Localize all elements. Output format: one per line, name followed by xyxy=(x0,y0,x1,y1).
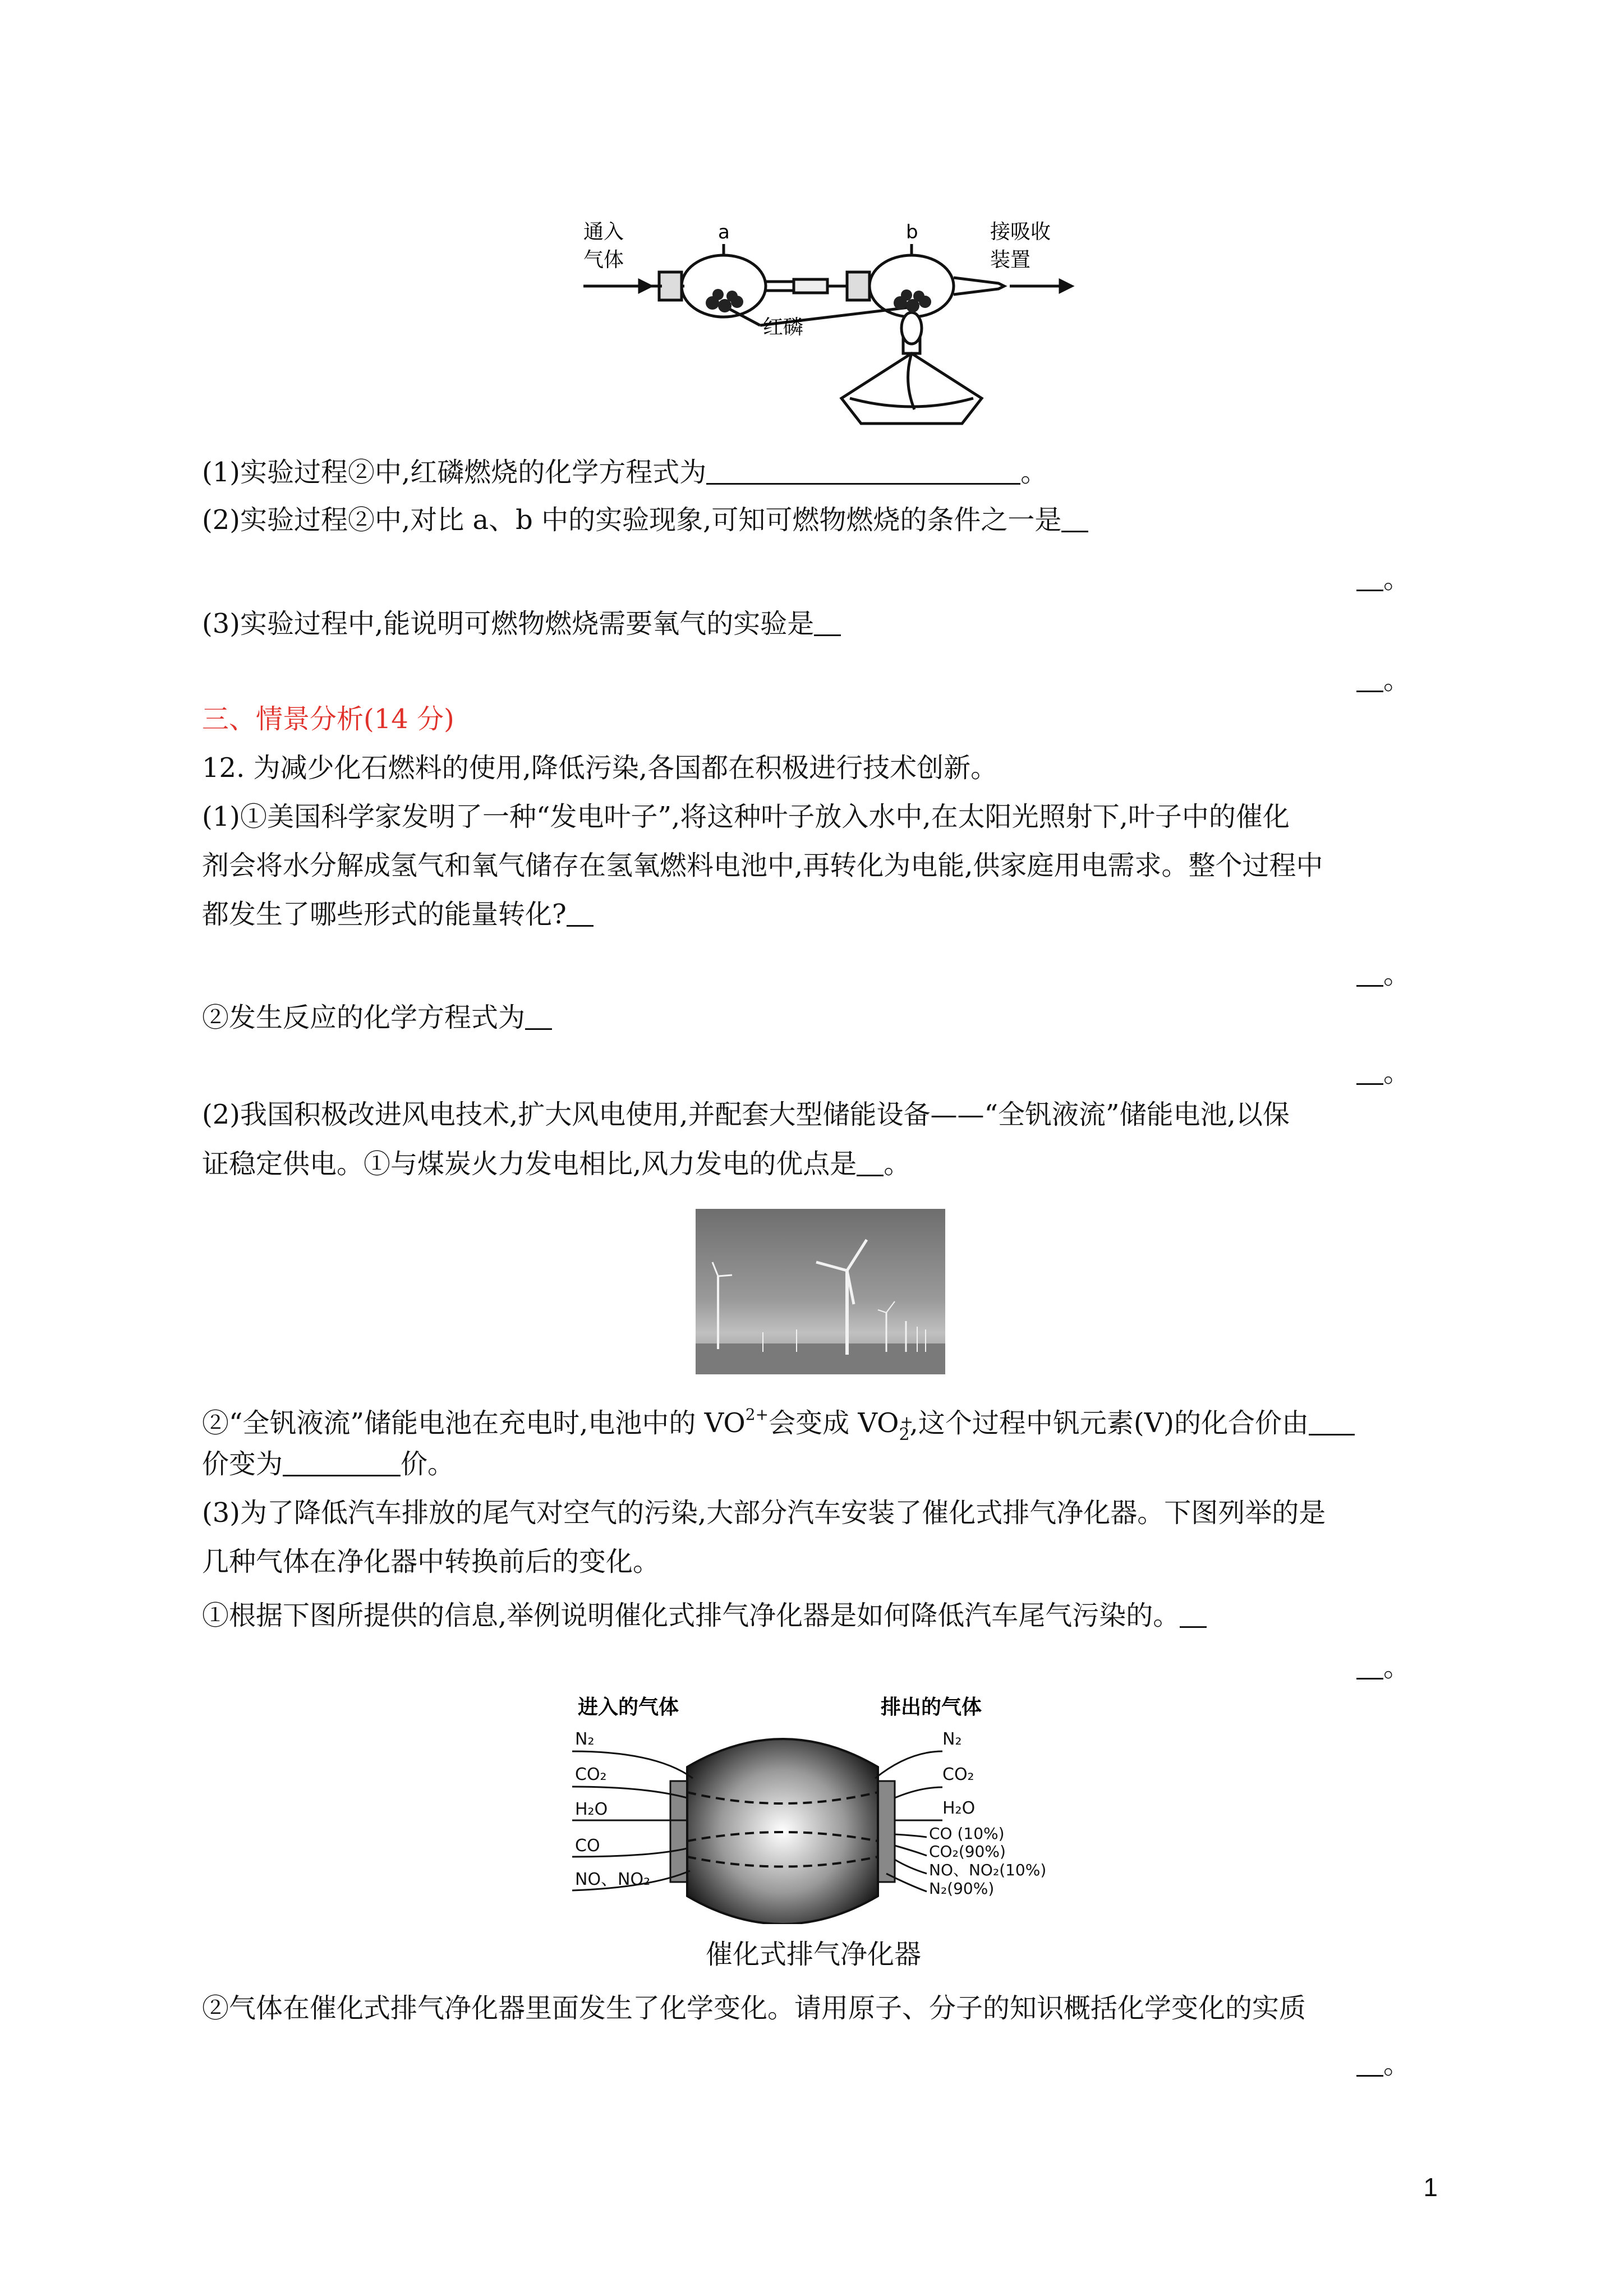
q11-part2-text: (2)实验过程②中,对比 a、b 中的实验现象,可知可燃物燃烧的条件之一是 xyxy=(202,504,1062,536)
q12-p1-end: 。 xyxy=(1356,956,1410,992)
q12-stem: 12. 为减少化石燃料的使用,降低污染,各国都在积极进行技术创新。 xyxy=(202,752,998,784)
answer-blank[interactable] xyxy=(1356,562,1383,591)
q12-p2-line2: 证稳定供电。①与煤炭火力发电相比,风力发电的优点是 。 xyxy=(202,1146,910,1182)
q11-part3 xyxy=(202,606,841,642)
answer-blank[interactable] xyxy=(1356,662,1383,692)
q12-p1-line2: 剂会将水分解成氢气和氧气储存在氢氧燃料电池中,再转化为电能,供家庭用电需求。整个过程中 xyxy=(202,850,1323,881)
q12-p3-line2: 几种气体在净化器中转换前后的变化。 xyxy=(202,1546,660,1577)
q12-p2b-line2: 价变为 价。 xyxy=(202,1446,454,1482)
converter-caption: 催化式排气净化器 xyxy=(706,1939,922,1970)
q11-part2-end: 。 xyxy=(1356,561,1410,597)
q12-p1-line3: 都发生了哪些形式的能量转化? xyxy=(202,896,594,932)
answer-blank[interactable] xyxy=(1356,1055,1383,1085)
answer-blank[interactable] xyxy=(1309,1406,1355,1435)
output-gas-5: CO₂(90%) xyxy=(929,1842,1006,1861)
output-gas-6: NO、NO₂(10%) xyxy=(929,1861,1047,1879)
q12-p3a-end: 。 xyxy=(1356,1649,1410,1685)
q11-part1-text: (1)实验过程②中,红磷燃烧的化学方程式为 xyxy=(202,457,707,488)
outlet-title: 排出的气体 xyxy=(881,1696,982,1719)
q11-part3-end: 。 xyxy=(1356,662,1410,698)
q12-p2-line1: (2)我国积极改进风电技术,扩大风电使用,并配套大型储能设备——“全钒液流”储能电池,以保 xyxy=(202,1099,1290,1130)
input-gas-2: CO₂ xyxy=(575,1765,607,1784)
q12-p1-line1: (1)①美国科学家发明了一种“发电叶子”,将这种叶子放入水中,在太阳光照射下,叶子中的催化 xyxy=(202,801,1290,832)
answer-blank[interactable] xyxy=(1061,503,1088,532)
answer-blank[interactable] xyxy=(1356,957,1383,987)
answer-blank[interactable] xyxy=(1356,1650,1383,1680)
q12-p1b-end: 。 xyxy=(1356,1055,1410,1091)
q12-p1b: ②发生反应的化学方程式为 xyxy=(202,1000,552,1036)
output-gas-2: CO₂ xyxy=(942,1765,974,1784)
input-gas-3: H₂O xyxy=(575,1800,608,1819)
catalytic-converter-diagram xyxy=(572,1688,1077,1924)
q12-p2b-line1: ②“全钒液流”储能电池在充电时,电池中的 $VO^{2+}$会变成 VO + $_2$,这个过程中钒元素(V)的化合价由 xyxy=(202,1397,1355,1453)
answer-blank[interactable] xyxy=(857,1147,884,1176)
tube-a-label: a xyxy=(718,221,730,243)
answer-blank[interactable] xyxy=(567,897,594,927)
answer-blank[interactable] xyxy=(525,1000,552,1030)
tube-b-label: b xyxy=(906,221,918,243)
output-gas-7: N₂(90%) xyxy=(929,1879,995,1898)
answer-blank[interactable] xyxy=(1356,2047,1383,2077)
page-number: 1 xyxy=(1423,2173,1438,2202)
outlet-label-2: 装置 xyxy=(990,249,1031,272)
combustion-apparatus-figure xyxy=(572,213,1077,438)
answer-blank[interactable] xyxy=(706,455,1020,485)
input-gas-5: NO、NO₂ xyxy=(575,1870,651,1889)
section-heading: 三、情景分析(14 分) xyxy=(202,703,454,735)
inlet-label-2: 气体 xyxy=(583,249,624,272)
q12-p3b: ②气体在催化式排气净化器里面发生了化学变化。请用原子、分子的知识概括化学变化的实质 xyxy=(202,1993,1306,2024)
wind-farm-photo xyxy=(696,1209,945,1374)
q11-part1: (1)实验过程②中,红磷燃烧的化学方程式为 。 xyxy=(202,454,1047,490)
q12-p3a: ①根据下图所提供的信息,举例说明催化式排气净化器是如何降低汽车尾气污染的。 xyxy=(202,1598,1207,1634)
inlet-label-1: 通入 xyxy=(583,220,624,243)
answer-blank[interactable] xyxy=(1180,1598,1207,1628)
answer-blank[interactable] xyxy=(814,606,841,636)
output-gas-1: N₂ xyxy=(942,1729,962,1749)
inlet-title: 进入的气体 xyxy=(578,1696,679,1719)
outlet-label-1: 接吸收 xyxy=(990,220,1051,243)
q12-p3-line1: (3)为了降低汽车排放的尾气对空气的污染,大部分汽车安装了催化式排气净化器。下图列举的是 xyxy=(202,1497,1326,1529)
answer-blank[interactable] xyxy=(283,1447,401,1476)
q11-part3-text: (3)实验过程中,能说明可燃物燃烧需要氧气的实验是 xyxy=(202,608,815,639)
q11-part2 xyxy=(202,502,1088,538)
red-phosphorus-label: 红磷 xyxy=(763,316,804,339)
input-gas-1: N₂ xyxy=(575,1729,595,1749)
input-gas-4: CO xyxy=(575,1836,600,1856)
output-gas-4: CO (10%) xyxy=(929,1824,1005,1843)
q12-p3b-end: 。 xyxy=(1356,2046,1410,2082)
output-gas-3: H₂O xyxy=(942,1798,976,1818)
